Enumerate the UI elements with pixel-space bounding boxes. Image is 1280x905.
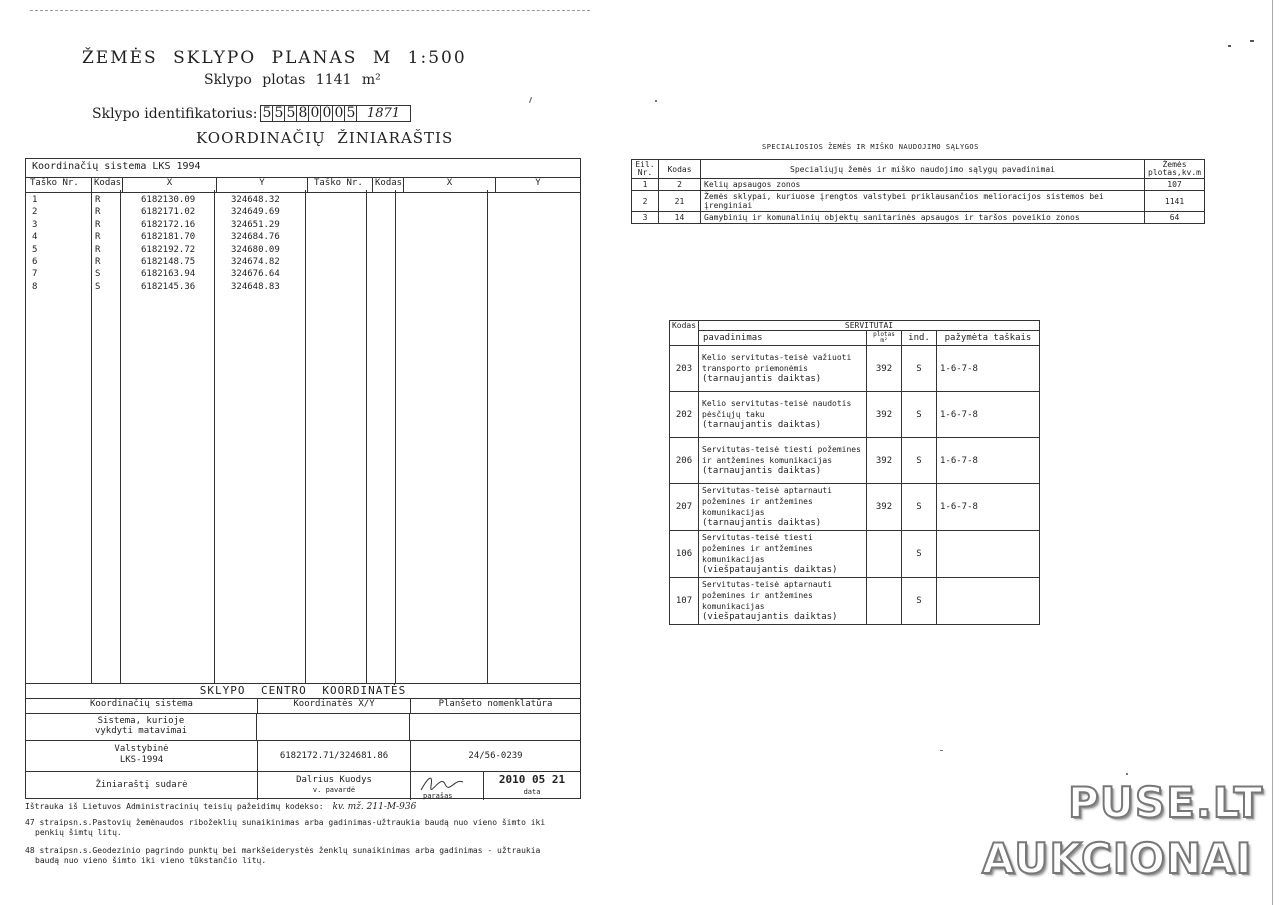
col-header: Y [217,178,308,192]
coord-x: 6182163.94 [141,269,196,280]
legal-line1: Ištrauka iš Lietuvos Administracinių teisių pažeidimų kodekso: [25,802,324,811]
special-row [632,179,1205,191]
sp-h-kodas: Kodas [659,160,701,179]
plot-id-digit: 8 [296,105,309,122]
coord-row [26,232,580,244]
servitutas-name-line: Kelio servitutas-teisė naudotis [702,399,852,408]
servitutas-name-line: komunikacijas [702,555,765,564]
servitutas-name-line: ir antžemines komunikacijas [702,456,833,465]
coord-nr: 2 [32,207,38,218]
scan-speck [1228,45,1231,47]
legal-line2: 47 straipsn.s.Pastovių žemėnaudos ribožeklių sunaikinimas arba gadinimas-užtraukia baudą nuo vieno šimto iki [25,818,546,827]
coord-kodas: R [95,256,101,267]
servitutas-name-line: Servitutas-teisė aptarnauti [702,486,833,495]
coords-frame [25,158,581,684]
coord-x: 6182148.75 [141,256,196,267]
coord-kodas: R [95,219,101,230]
coord-y: 324648.32 [231,195,280,205]
servitutas-kodas: 203 [670,346,699,392]
coord-x: 6182172.16 [141,219,196,230]
special-kodas: 2 [659,179,701,191]
servitutas-row [670,438,1040,484]
servitutas-points: 1-6-7-8 [937,438,1040,484]
coord-x: 6182130.09 [141,195,196,205]
servitutas-name-line: (tarnaujantis daiktas) [702,374,822,384]
servitutas-kodas: 206 [670,438,699,484]
coord-kodas: R [95,232,101,243]
coord-x: 6182145.36 [141,281,196,292]
servitutas-name [699,392,867,438]
coord-nr: 1 [32,195,38,205]
legal-line3: 48 straipsn.s.Geodezinio pagrindo punktų bei markšeiderystės ženklų sunaikinimas arba gadinimas - užtraukia [25,846,541,855]
centre-coords-box [25,683,581,799]
servitutas-kodas: 207 [670,484,699,531]
servitutas-name-line: požemines ir antžemines [702,497,813,506]
coord-nr: 7 [32,269,38,280]
servitutas-row [670,578,1040,625]
special-conditions-table [631,159,1205,224]
servitutas-name-line: požemines ir antžemines [702,591,813,600]
legal-footer [25,802,585,866]
plot-id-digit: 5 [344,105,357,122]
servitutas-name-line: transporto priemonėmis [702,364,808,373]
sp-h-area: Žemės plotas,kv.m [1145,160,1205,179]
servitutas-points [937,578,1040,625]
sign-date-sub: data [523,788,541,796]
plot-id-digit: 0 [332,105,345,122]
sign-sub: parašas [423,792,453,800]
servitutas-name-line: komunikacijas [702,508,765,517]
legal-line3b: baudą nuo vieno šimto iki vieno tūkstančio litų. [35,856,267,865]
special-kodas: 21 [659,191,701,212]
plot-id-label: Sklypo identifikatorius: [92,105,258,122]
sign-date: 2010 05 21 [498,773,566,786]
servitutas-name-line: Servitutas-teisė tiesti [702,533,813,542]
servitutas-row [670,346,1040,392]
centre-col-system: Koordinačių sistema [26,699,258,713]
special-name: Gamybinių ir komunalinių objektų sanitarinės apsaugos ir taršos poveikio zonos [701,212,1145,224]
servitutai-table [669,320,1040,625]
coords-sheet-title: KOORDINAČIŲ ŽINIARAŠTIS [196,129,454,147]
servitutas-points: 1-6-7-8 [937,484,1040,531]
servitutas-area: 392 [867,346,902,392]
plot-id-digit: 5 [284,105,297,122]
servitutas-name-line: pėsčiųjų taku [702,410,765,419]
coord-nr: 3 [32,219,38,230]
servitutas-ind: S [902,531,937,578]
scan-speck [940,750,943,751]
coord-x: 6182181.70 [141,232,196,243]
coord-row [26,282,580,294]
plot-id [92,105,411,122]
servitutas-name-line: (viešpataujantis daiktas) [702,612,838,622]
servitutas-name-line: požemines ir antžemines [702,544,813,553]
coord-row [26,245,580,257]
plot-id-digit: 0 [320,105,333,122]
coord-nr: 8 [32,281,38,292]
col-header: Kodas [373,178,404,192]
plot-area: Sklypo plotas 1141 m² [204,72,381,88]
servitutas-kodas: 107 [670,578,699,625]
special-area: 64 [1145,212,1205,224]
centre-xy-value: 6182172.71/324681.86 [258,741,411,771]
legal-line2b: penkių šimtų litų. [35,828,122,837]
centre-row2-label1: Valstybinė [114,744,169,754]
servitutas-ind: S [902,484,937,531]
sv-h-area: plotas m² [867,331,902,346]
legal-handwritten: kv. mž. 211-M-936 [332,802,417,812]
special-nr: 1 [632,179,659,191]
watermark-line2: AUKCIONAI [982,834,1253,883]
special-name: Žemės sklypai, kuriuose įrengtos valstybei priklausančios melioracijos sistemos bei įrenginiai [701,191,1145,212]
servitutas-name-line: (tarnaujantis daiktas) [702,420,822,430]
servitutas-row [670,531,1040,578]
coord-y: 324680.09 [231,244,280,255]
plot-id-digit: 5 [260,105,273,122]
servitutas-name-line: Servitutas-teisė aptarnauti [702,580,833,589]
servitutas-points: 1-6-7-8 [937,346,1040,392]
centre-col-nomenclature: Planšeto nomenklatūra [438,699,553,709]
coord-row [26,220,580,232]
coord-y: 324684.76 [231,232,280,243]
servitutas-points: 1-6-7-8 [937,392,1040,438]
coord-y: 324651.29 [231,219,280,230]
coord-kodas: R [95,244,101,255]
sign-name: Dalrius Kuodys [296,775,372,785]
coord-x: 6182171.02 [141,207,196,218]
coord-kodas: R [95,207,101,218]
sv-title: SERVITUTAI [699,321,1040,331]
coord-nr: 6 [32,256,38,267]
special-name: Kelių apsaugos zonos [701,179,1145,191]
col-header: Y [535,178,541,188]
sp-h-nr: Eil. Nr. [632,160,659,179]
servitutas-name [699,484,867,531]
coord-y: 324648.83 [231,281,280,292]
servitutas-kodas: 106 [670,531,699,578]
coords-body [26,190,580,683]
col-header: X [404,178,496,192]
special-area: 107 [1145,179,1205,191]
centre-row1-label: Sistema, kurioje vykdyti matavimai [26,714,257,740]
coord-y: 324674.82 [231,256,280,267]
page-edge-top [30,10,590,12]
coord-x: 6182192.72 [141,244,196,255]
coord-row [26,269,580,281]
col-header: Taško Nr. [308,178,373,192]
special-row [632,191,1205,212]
sv-h-ind: ind. [902,331,937,346]
special-kodas: 14 [659,212,701,224]
watermark-line1: PUSE.LT [1068,778,1264,827]
servitutas-points [937,531,1040,578]
centre-title: SKLYPO CENTRO KOORDINATĖS [26,684,580,699]
servitutas-area: 392 [867,438,902,484]
plot-id-digit: 0 [308,105,321,122]
servitutas-row [670,392,1040,438]
servitutas-ind: S [902,346,937,392]
special-nr: 2 [632,191,659,212]
coord-y: 324676.64 [231,269,280,280]
servitutas-name-line: (viešpataujantis daiktas) [702,565,838,575]
coord-row [26,195,580,207]
sv-h-points: pažymėta taškais [937,331,1040,346]
servitutas-name-line: komunikacijas [702,602,765,611]
coord-row [26,207,580,219]
document-title: ŽEMĖS SKLYPO PLANAS M 1:500 [82,48,467,68]
servitutas-area: 392 [867,392,902,438]
sp-h-name: Specialiųjų žemės ir miško naudojimo sąlygų pavadinimai [701,160,1145,179]
scan-speck [655,100,657,102]
coord-nr: 4 [32,232,38,243]
plot-id-digit: 5 [272,105,285,122]
coord-y: 324649.69 [231,207,280,218]
centre-col-xy: Koordinatės X/Y [258,699,411,713]
special-area: 1141 [1145,191,1205,212]
special-row [632,212,1205,224]
servitutas-ind: S [902,392,937,438]
servitutas-area [867,578,902,625]
scan-speck [1126,773,1128,775]
col-header: Taško Nr. [26,178,92,192]
servitutas-name [699,531,867,578]
servitutas-name-line: (tarnaujantis daiktas) [702,518,822,528]
servitutas-kodas: 202 [670,392,699,438]
servitutas-name [699,438,867,484]
servitutas-name-line: Servitutas-teisė tiesti požemines [702,445,861,454]
sv-h-kodas: Kodas [670,321,699,346]
servitutas-area: 392 [867,484,902,531]
servitutas-name-line: Kelio servitutas-teisė važiuoti [702,353,852,362]
col-header: X [123,178,217,192]
signature-scribble [419,772,469,794]
plot-id-handwritten: 1871 [356,105,411,122]
sign-name-sub: v. pavardė [312,786,356,794]
page-edge-right [1272,0,1273,905]
servitutas-name-line: (tarnaujantis daiktas) [702,466,822,476]
coord-kodas: S [95,269,101,280]
servitutas-ind: S [902,438,937,484]
special-title: SPECIALIOSIOS ŽEMĖS IR MIŠKO NAUDOJIMO SĄLYGOS [762,143,979,151]
servitutas-name [699,346,867,392]
servitutas-area [867,531,902,578]
coord-row [26,257,580,269]
coord-nr: 5 [32,244,38,255]
servitutas-row [670,484,1040,531]
scan-speck [529,97,532,103]
servitutas-name [699,578,867,625]
col-header: Kodas [92,178,123,192]
scan-speck [1250,40,1254,42]
coord-kodas: R [95,195,101,205]
coord-kodas: S [95,281,101,292]
sv-h-name: pavadinimas [699,331,867,346]
centre-nomenclature-value: 24/56-0239 [468,751,523,761]
servitutas-ind: S [902,578,937,625]
plot-id-digits [260,105,356,122]
sign-label: Žiniaraštį sudarė [26,772,258,800]
centre-row2-label2: LKS-1994 [119,755,164,765]
coords-system-label: Koordinačių sistema LKS 1994 [26,159,580,178]
special-nr: 3 [632,212,659,224]
